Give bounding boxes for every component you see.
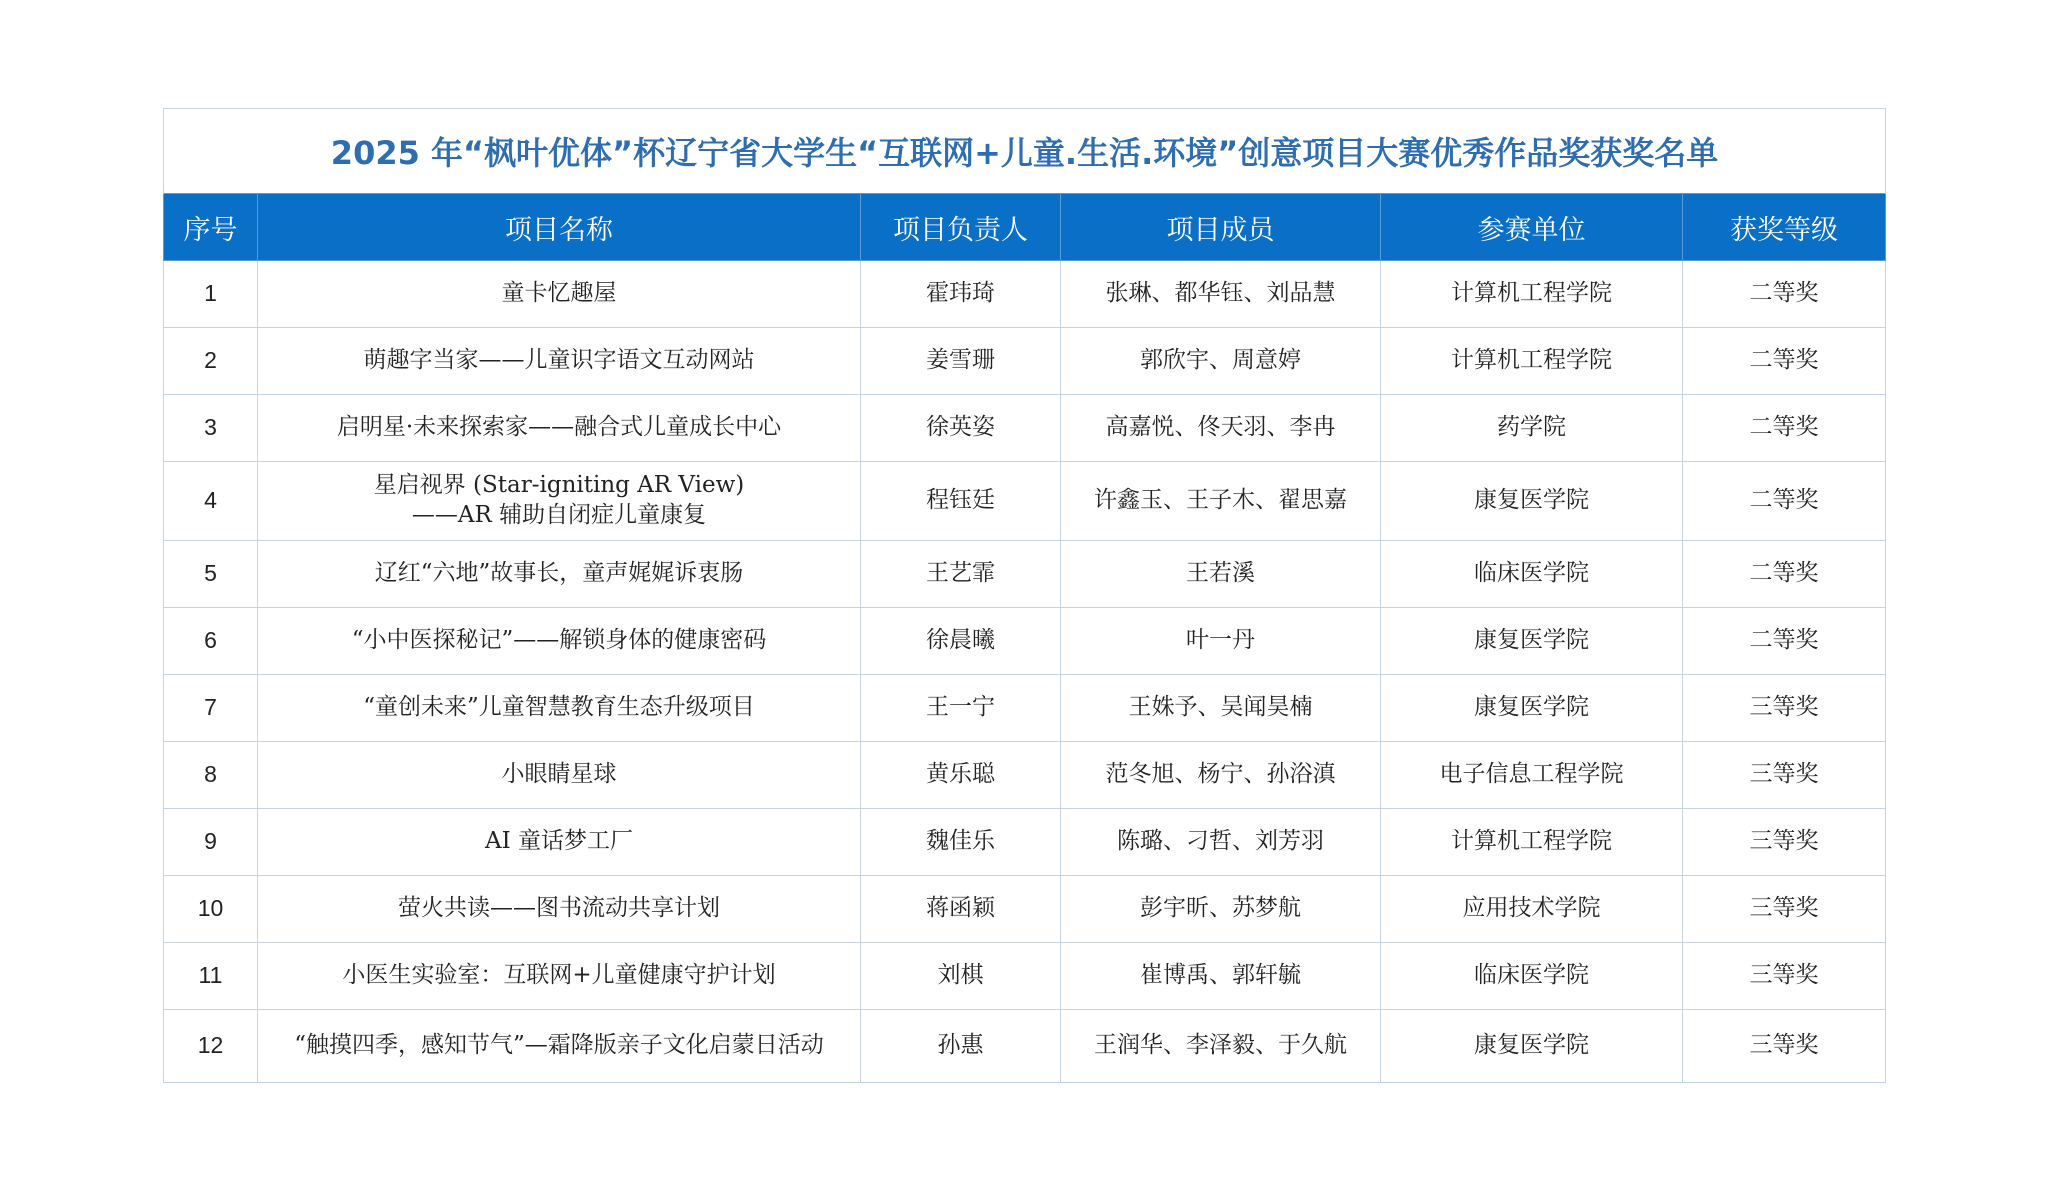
column-header-no: 序号 xyxy=(164,194,258,261)
table-row xyxy=(164,809,1886,876)
table-row xyxy=(164,261,1886,328)
cell-award: 二等奖 xyxy=(1683,541,1886,608)
column-header-project-name: 项目名称 xyxy=(258,194,861,261)
cell-members: 范冬旭、杨宁、孙浴滇 xyxy=(1061,742,1381,809)
table-row xyxy=(164,1010,1886,1083)
award-table xyxy=(163,108,1886,1083)
cell-leader: 魏佳乐 xyxy=(861,809,1061,876)
cell-award: 二等奖 xyxy=(1683,395,1886,462)
cell-members: 王润华、李泽毅、于久航 xyxy=(1061,1010,1381,1083)
cell-leader: 姜雪珊 xyxy=(861,328,1061,395)
cell-unit: 电子信息工程学院 xyxy=(1381,742,1683,809)
cell-leader: 黄乐聪 xyxy=(861,742,1061,809)
cell-no: 8 xyxy=(164,742,258,809)
cell-award: 二等奖 xyxy=(1683,608,1886,675)
cell-leader: 孙惠 xyxy=(861,1010,1061,1083)
cell-project-name xyxy=(258,462,861,541)
cell-no: 12 xyxy=(164,1010,258,1083)
column-header-leader: 项目负责人 xyxy=(861,194,1061,261)
cell-no: 11 xyxy=(164,943,258,1010)
cell-unit: 临床医学院 xyxy=(1381,943,1683,1010)
cell-no: 10 xyxy=(164,876,258,943)
table-row xyxy=(164,395,1886,462)
table-row xyxy=(164,742,1886,809)
cell-award: 三等奖 xyxy=(1683,1010,1886,1083)
cell-members: 王若溪 xyxy=(1061,541,1381,608)
table-row xyxy=(164,462,1886,541)
table-row xyxy=(164,541,1886,608)
cell-no: 7 xyxy=(164,675,258,742)
cell-members: 彭宇昕、苏梦航 xyxy=(1061,876,1381,943)
cell-unit: 康复医学院 xyxy=(1381,462,1683,541)
cell-project-name: “童创未来”儿童智慧教育生态升级项目 xyxy=(258,675,861,742)
table-row xyxy=(164,876,1886,943)
column-header-award: 获奖等级 xyxy=(1683,194,1886,261)
cell-no: 9 xyxy=(164,809,258,876)
cell-unit: 康复医学院 xyxy=(1381,1010,1683,1083)
cell-leader: 徐英姿 xyxy=(861,395,1061,462)
cell-unit: 药学院 xyxy=(1381,395,1683,462)
cell-members: 张琳、都华钰、刘品慧 xyxy=(1061,261,1381,328)
table-row xyxy=(164,328,1886,395)
cell-no: 5 xyxy=(164,541,258,608)
table-row xyxy=(164,675,1886,742)
table-header-row xyxy=(164,194,1886,261)
cell-project-name: 辽红“六地”故事长，童声娓娓诉衷肠 xyxy=(258,541,861,608)
cell-project-name: “触摸四季，感知节气”—霜降版亲子文化启蒙日活动 xyxy=(258,1010,861,1083)
project-name-line-1: 星启视界 (Star-igniting AR View) xyxy=(373,472,745,499)
cell-unit: 康复医学院 xyxy=(1381,608,1683,675)
cell-award: 三等奖 xyxy=(1683,809,1886,876)
cell-leader: 霍玮琦 xyxy=(861,261,1061,328)
cell-members: 许鑫玉、王子木、翟思嘉 xyxy=(1061,462,1381,541)
cell-project-name: 小医生实验室：互联网+儿童健康守护计划 xyxy=(258,943,861,1010)
cell-no: 6 xyxy=(164,608,258,675)
cell-project-name: 小眼睛星球 xyxy=(258,742,861,809)
cell-project-name: “小中医探秘记”——解锁身体的健康密码 xyxy=(258,608,861,675)
cell-leader: 程钰廷 xyxy=(861,462,1061,541)
cell-project-name: 萌趣字当家——儿童识字语文互动网站 xyxy=(258,328,861,395)
cell-no: 3 xyxy=(164,395,258,462)
cell-project-name: 童卡忆趣屋 xyxy=(258,261,861,328)
cell-unit: 临床医学院 xyxy=(1381,541,1683,608)
page-title: 2025 年“枫叶优体”杯辽宁省大学生“互联网+儿童.生活.环境”创意项目大赛优秀作品奖获奖名单 xyxy=(164,109,1886,194)
cell-leader: 王一宁 xyxy=(861,675,1061,742)
cell-members: 高嘉悦、佟天羽、李冉 xyxy=(1061,395,1381,462)
cell-project-name: 萤火共读——图书流动共享计划 xyxy=(258,876,861,943)
cell-award: 二等奖 xyxy=(1683,261,1886,328)
cell-leader: 王艺霏 xyxy=(861,541,1061,608)
cell-unit: 计算机工程学院 xyxy=(1381,328,1683,395)
cell-members: 王姝予、吴闻昊楠 xyxy=(1061,675,1381,742)
project-name-line-2: ——AR 辅助自闭症儿童康复 xyxy=(411,502,707,528)
cell-leader: 蒋函颖 xyxy=(861,876,1061,943)
cell-unit: 计算机工程学院 xyxy=(1381,809,1683,876)
cell-members: 郭欣宇、周意婷 xyxy=(1061,328,1381,395)
cell-award: 三等奖 xyxy=(1683,876,1886,943)
cell-award: 二等奖 xyxy=(1683,328,1886,395)
cell-members: 叶一丹 xyxy=(1061,608,1381,675)
cell-award: 三等奖 xyxy=(1683,742,1886,809)
cell-no: 4 xyxy=(164,462,258,541)
cell-award: 二等奖 xyxy=(1683,462,1886,541)
cell-project-name: 启明星·未来探索家——融合式儿童成长中心 xyxy=(258,395,861,462)
column-header-unit: 参赛单位 xyxy=(1381,194,1683,261)
cell-leader: 徐晨曦 xyxy=(861,608,1061,675)
cell-unit: 应用技术学院 xyxy=(1381,876,1683,943)
award-list-sheet xyxy=(163,108,1885,1083)
cell-leader: 刘棋 xyxy=(861,943,1061,1010)
table-row xyxy=(164,608,1886,675)
cell-unit: 计算机工程学院 xyxy=(1381,261,1683,328)
cell-project-name: AI 童话梦工厂 xyxy=(258,809,861,876)
column-header-members: 项目成员 xyxy=(1061,194,1381,261)
table-row xyxy=(164,943,1886,1010)
cell-no: 1 xyxy=(164,261,258,328)
cell-award: 三等奖 xyxy=(1683,675,1886,742)
cell-members: 崔博禹、郭轩毓 xyxy=(1061,943,1381,1010)
cell-unit: 康复医学院 xyxy=(1381,675,1683,742)
cell-members: 陈璐、刁哲、刘芳羽 xyxy=(1061,809,1381,876)
cell-award: 三等奖 xyxy=(1683,943,1886,1010)
cell-no: 2 xyxy=(164,328,258,395)
